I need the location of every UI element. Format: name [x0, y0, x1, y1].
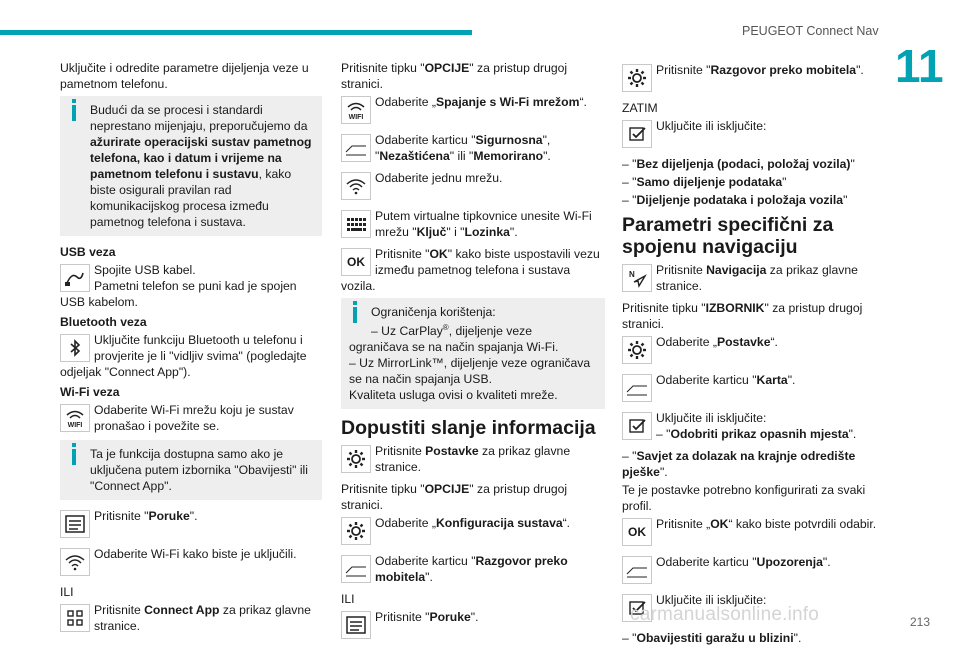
section-heading-nav-params: Parametri specifični za spojenu navigaciju [622, 214, 834, 258]
option-walking-advice: – "Savjet za dolazak na krajnje odredište pješke". [622, 449, 856, 479]
step-navigation: N Pritisnite Navigacija za prikaz glavne stranice. [622, 262, 888, 296]
step-settings: Pritisnite Postavke za prikaz glavne stranice. [341, 443, 605, 477]
step-system-config: Odaberite „Konfiguracija sustava“. [341, 515, 605, 549]
checkbox-icon[interactable] [622, 120, 652, 148]
wifi-text-icon [60, 404, 90, 432]
bluetooth-title: Bluetooth veza [60, 315, 147, 329]
step-wifi: WIFI Odaberite Wi-Fi mrežu koju je sustav pronašao i povežite se. [60, 402, 322, 436]
profile-note: Te je postavke potrebno konfigurirati za svaki profil. [622, 483, 866, 513]
settings-gear-icon[interactable] [341, 517, 371, 545]
page-number: 213 [910, 615, 931, 629]
checkbox-icon[interactable] [622, 412, 652, 440]
usb-cable-icon [60, 264, 90, 292]
options-instruction: Pritisnite tipku "OPCIJE" za pristup drugoj stranici. [341, 61, 568, 91]
info-icon [353, 301, 357, 305]
option-notify-garage: – "Obavijestiti garažu u blizini". [622, 631, 802, 645]
or-label: ILI [341, 592, 355, 607]
step-warnings-tab: Odaberite karticu "Upozorenja". [622, 554, 888, 588]
step-select-network: Odaberite jednu mrežu. [341, 170, 605, 204]
info-box-availability: Ta je funkcija dostupna samo ako je uključena putem izbornika "Obavijesti" ili "Connect App". [60, 440, 322, 500]
step-wifi-enable: Odaberite Wi-Fi kako biste je uključili. [60, 546, 322, 580]
option-data-position: – "Dijeljenje podataka i položaja vozila" [622, 193, 848, 207]
bluetooth-icon [60, 334, 90, 362]
step-bluetooth: Uključite funkciju Bluetooth u telefonu i provjerite je li "vidljiv svima" (pogledajte odjeljak "Connect App"). [60, 333, 307, 379]
info-box-update: Budući da se procesi i standardi neprestano mijenjaju, preporučujemo da ažurirate operacijski sustav pametnog telefona, kao i datum i vrijeme na pametnom telefonu i sustavu, kako biste osigurali pravilan rad komunikacijskog procesa između pametnog telefona i sustava. [60, 96, 322, 236]
wifi-title: Wi-Fi veza [60, 385, 120, 399]
apps-grid-icon[interactable] [60, 604, 90, 632]
ok-button-icon[interactable]: OK [622, 518, 652, 546]
usb-title: USB veza [60, 245, 116, 259]
step-ok-confirm: OK Pritisnite „OK“ kako biste potvrdili odabir. [622, 516, 888, 550]
info-box-limitations: Ograničenja korištenja: – Uz CarPlay®, dijeljenje veze ograničava se na način spajanja Wi-Fi. – Uz MirrorLink™, dijeljenje veze ograničava se na način spajanja USB. Kvaliteta usluga ovisi o kvaliteti mreže. [341, 298, 605, 409]
svg-text:WIFI: WIFI [67, 422, 83, 428]
svg-text:N: N [629, 270, 635, 279]
tab-icon[interactable] [622, 374, 652, 402]
tab-icon[interactable] [341, 555, 371, 583]
wifi-icon[interactable] [341, 172, 371, 200]
step-phone-call: Pritisnite "Razgovor preko mobitela". [622, 62, 888, 96]
watermark: carmanualsonline.info [630, 604, 820, 625]
step-phone-call-tab: Odaberite karticu "Razgovor preko mobitela". [341, 553, 605, 587]
tab-icon[interactable] [341, 134, 371, 162]
then-label: ZATIM [622, 101, 658, 115]
step-toggle-map: Uključite ili isključite: – "Odobriti prikaz opasnih mjesta". [622, 410, 888, 444]
option-data-only: – "Samo dijeljenje podataka" [622, 175, 787, 189]
step-settings-nav: Odaberite „Postavke“. [622, 334, 888, 368]
or-label: ILI [60, 585, 74, 599]
header-accent-bar [0, 30, 472, 35]
header-title: PEUGEOT Connect Nav [742, 24, 879, 38]
menu-instruction: Pritisnite tipku "IZBORNIK" za pristup drugoj stranici. [622, 301, 863, 331]
chapter-number: 11 [895, 40, 944, 92]
settings-gear-icon[interactable] [341, 445, 371, 473]
step-messages: Pritisnite "Poruke". [60, 508, 322, 542]
info-icon [72, 443, 76, 447]
svg-text:WIFI: WIFI [348, 114, 364, 120]
options-instruction-2: Pritisnite tipku "OPCIJE" za pristup drugoj stranici. [341, 482, 568, 513]
keyboard-icon[interactable] [341, 210, 371, 238]
wifi-icon[interactable] [60, 548, 90, 576]
settings-gear-icon[interactable] [622, 64, 652, 92]
navigation-arrow-icon[interactable] [622, 264, 652, 292]
step-map-tab: Odaberite karticu "Karta". [622, 372, 888, 406]
option-no-sharing: – "Bez dijeljenja (podaci, položaj vozila)" [622, 157, 855, 171]
step-usb: Spojite USB kabel. Pametni telefon se puni kad je spojen USB kabelom. [60, 263, 297, 309]
ok-button-icon[interactable]: OK [341, 248, 371, 276]
section-heading-send-info: Dopustiti slanje informacija [341, 417, 596, 440]
column-left [60, 60, 322, 640]
wifi-text-icon[interactable] [341, 96, 371, 124]
step-wifi-sharing: WIFI Odaberite „Spajanje s Wi-Fi mrežom“. [341, 94, 605, 128]
step-messages-2: Pritisnite "Poruke". [341, 609, 605, 643]
step-ok-connect: OK Pritisnite "OK" kako biste uspostavili vezu između pametnog telefona i sustava vozila. [341, 247, 600, 293]
settings-gear-icon[interactable] [622, 336, 652, 364]
step-toggle-warnings: Uključite ili isključite: [622, 592, 888, 626]
step-security-tab: Odaberite karticu "Sigurnosna", "Nezaštićena" ili "Memorirano". [341, 132, 605, 166]
messages-icon[interactable] [60, 510, 90, 538]
intro-text: Uključite i odredite parametre dijeljenja veze u pametnom telefonu. [60, 61, 309, 91]
column-right [622, 60, 888, 648]
step-keyboard: Putem virtualne tipkovnice unesite Wi-Fi mrežu "Ključ" i "Lozinka". [341, 208, 605, 242]
step-toggle-sharing: Uključite ili isključite: [622, 118, 888, 152]
step-connect-app: Pritisnite Connect App za prikaz glavne stranice. [60, 602, 322, 636]
column-middle [341, 60, 605, 647]
messages-icon[interactable] [341, 611, 371, 639]
info-icon [72, 99, 76, 103]
tab-icon[interactable] [622, 556, 652, 584]
